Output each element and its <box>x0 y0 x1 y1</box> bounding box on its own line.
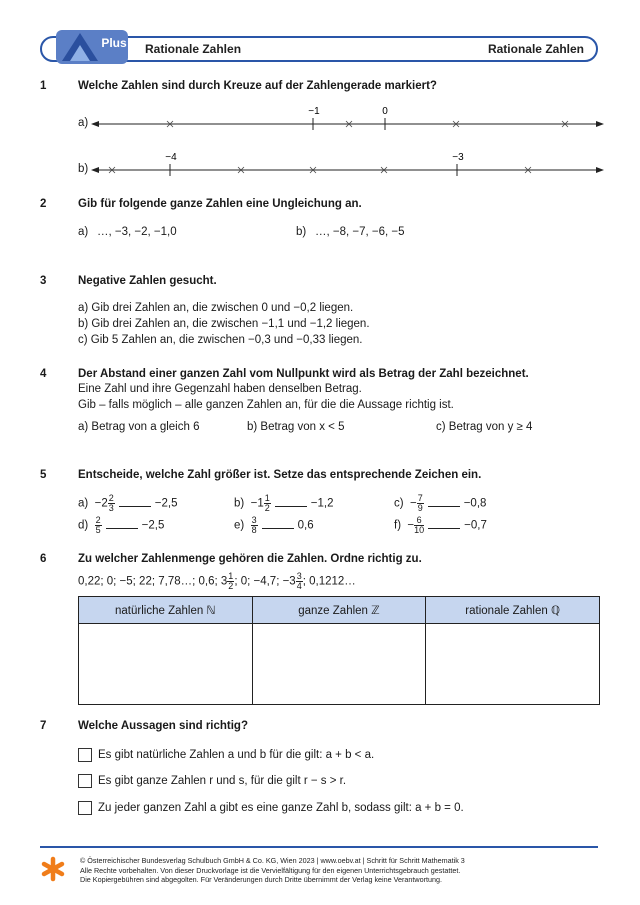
question-number: 5 <box>40 469 47 481</box>
table-header-integer: ganze Zahlen ℤ <box>252 597 426 624</box>
list-item: a) Gib drei Zahlen an, die zwischen 0 und −0,2 liegen. <box>78 302 354 314</box>
q4-a: a) Betrag von a gleich 6 <box>78 421 200 433</box>
header-title-right: Rationale Zahlen <box>487 42 584 56</box>
q2-b-text: …, −8, −7, −6, −5 <box>315 226 405 238</box>
question-text: Zu welcher Zahlenmenge gehören die Zahlen. Ordne richtig zu. <box>78 553 422 565</box>
statement-checkbox[interactable] <box>78 801 92 815</box>
table-cell-integer[interactable] <box>252 624 426 705</box>
statement-checkbox[interactable] <box>78 748 92 762</box>
tick-label: 0 <box>382 106 388 117</box>
answer-blank[interactable] <box>428 528 460 529</box>
comparison-item: b) −1 $\frac{1}{2}$ −1,2 <box>234 493 334 513</box>
answer-blank[interactable] <box>119 506 151 507</box>
question-number: 2 <box>40 198 47 210</box>
table-header-rational: rationale Zahlen ℚ <box>426 597 600 624</box>
question-text: Gib für folgende ganze Zahlen eine Ungleichung an. <box>78 198 362 210</box>
number-line-b <box>90 146 605 186</box>
q2-a-text: …, −3, −2, −1,0 <box>97 226 177 238</box>
number-set-table <box>78 596 600 705</box>
table-cell-natural[interactable] <box>79 624 253 705</box>
statement-text: Zu jeder ganzen Zahl a gibt es eine ganze Zahl b, sodass gilt: a + b = 0. <box>98 802 464 814</box>
part-label: a) <box>78 117 89 129</box>
part-label: b) <box>78 163 89 175</box>
question-text: Negative Zahlen gesucht. <box>78 275 217 287</box>
comparison-item: d) $\frac{2}{5}$ −2,5 <box>78 515 165 535</box>
answer-blank[interactable] <box>275 506 307 507</box>
number-line-a <box>90 100 605 140</box>
statement-checkbox[interactable] <box>78 774 92 788</box>
answer-blank[interactable] <box>428 506 460 507</box>
logo-text: Plus <box>101 36 127 50</box>
part-label: b) <box>296 226 307 238</box>
comparison-item: e) $\frac{3}{8}$ 0,6 <box>234 515 314 535</box>
q4-line2: Eine Zahl und ihre Gegenzahl haben denselben Betrag. <box>78 383 362 395</box>
question-number: 3 <box>40 275 47 287</box>
header-title-left: Rationale Zahlen <box>145 42 242 56</box>
answer-blank[interactable] <box>262 528 294 529</box>
comparison-item: f) − $\frac{6}{10}$ −0,7 <box>394 515 487 535</box>
list-item: b) Gib drei Zahlen an, die zwischen −1,1 und −1,2 liegen. <box>78 318 370 330</box>
table-header-natural: natürliche Zahlen ℕ <box>79 597 253 624</box>
publisher-star-icon <box>40 856 66 882</box>
question-number: 1 <box>40 80 47 92</box>
q4-b: b) Betrag von x < 5 <box>247 421 345 433</box>
question-text: Welche Aussagen sind richtig? <box>78 720 248 732</box>
tick-label: −1 <box>308 106 320 117</box>
list-item: c) Gib 5 Zahlen an, die zwischen −0,3 und −0,33 liegen. <box>78 334 363 346</box>
statement-text: Es gibt natürliche Zahlen a und b für die gilt: a + b < a. <box>98 749 375 761</box>
q4-c: c) Betrag von y ≥ 4 <box>436 421 533 433</box>
question-text: Welche Zahlen sind durch Kreuze auf der Zahlengerade markiert? <box>78 80 437 92</box>
part-label: a) <box>78 226 89 238</box>
footer-divider <box>40 846 598 848</box>
question-text: Entscheide, welche Zahl größer ist. Setze das entsprechende Zeichen ein. <box>78 469 482 481</box>
answer-blank[interactable] <box>106 528 138 529</box>
footer-text: © Österreichischer Bundesverlag Schulbuch GmbH & Co. KG, Wien 2023 | www.oebv.at | Schritt für Schritt Mathematik 3 Alle Rechte vorbehalten. Von dieser Druckvorlage ist die Vervielfältigung für den eigenen Unterrichtsgebrauch gestattet. Die Kopiergebühren sind abgegolten. Für Veränderungen durch Dritte übernimmt der Verlag keine Verantwortung. <box>80 856 465 885</box>
comparison-item: c) − $\frac{7}{9}$ −0,8 <box>394 493 487 513</box>
tick-label: −3 <box>452 152 464 163</box>
tick-label: −4 <box>165 152 177 163</box>
table-cell-rational[interactable] <box>426 624 600 705</box>
plus-logo-icon <box>56 30 128 64</box>
number-list: 0,22; 0; −5; 22; 7,78…; 0,6; 3 $\frac{1}{2}$ ; 0; −4,7; −3 $\frac{3}{4}$ ; 0,1212… <box>78 571 356 591</box>
question-number: 6 <box>40 553 47 565</box>
question-text: Der Abstand einer ganzen Zahl vom Nullpunkt wird als Betrag der Zahl bezeichnet. <box>78 368 529 380</box>
comparison-item: a) −2 $\frac{2}{3}$ −2,5 <box>78 493 178 513</box>
question-number: 7 <box>40 720 47 732</box>
question-number: 4 <box>40 368 47 380</box>
statement-text: Es gibt ganze Zahlen r und s, für die gilt r − s > r. <box>98 775 347 787</box>
q4-line3: Gib – falls möglich – alle ganzen Zahlen an, für die die Aussage richtig ist. <box>78 399 454 411</box>
